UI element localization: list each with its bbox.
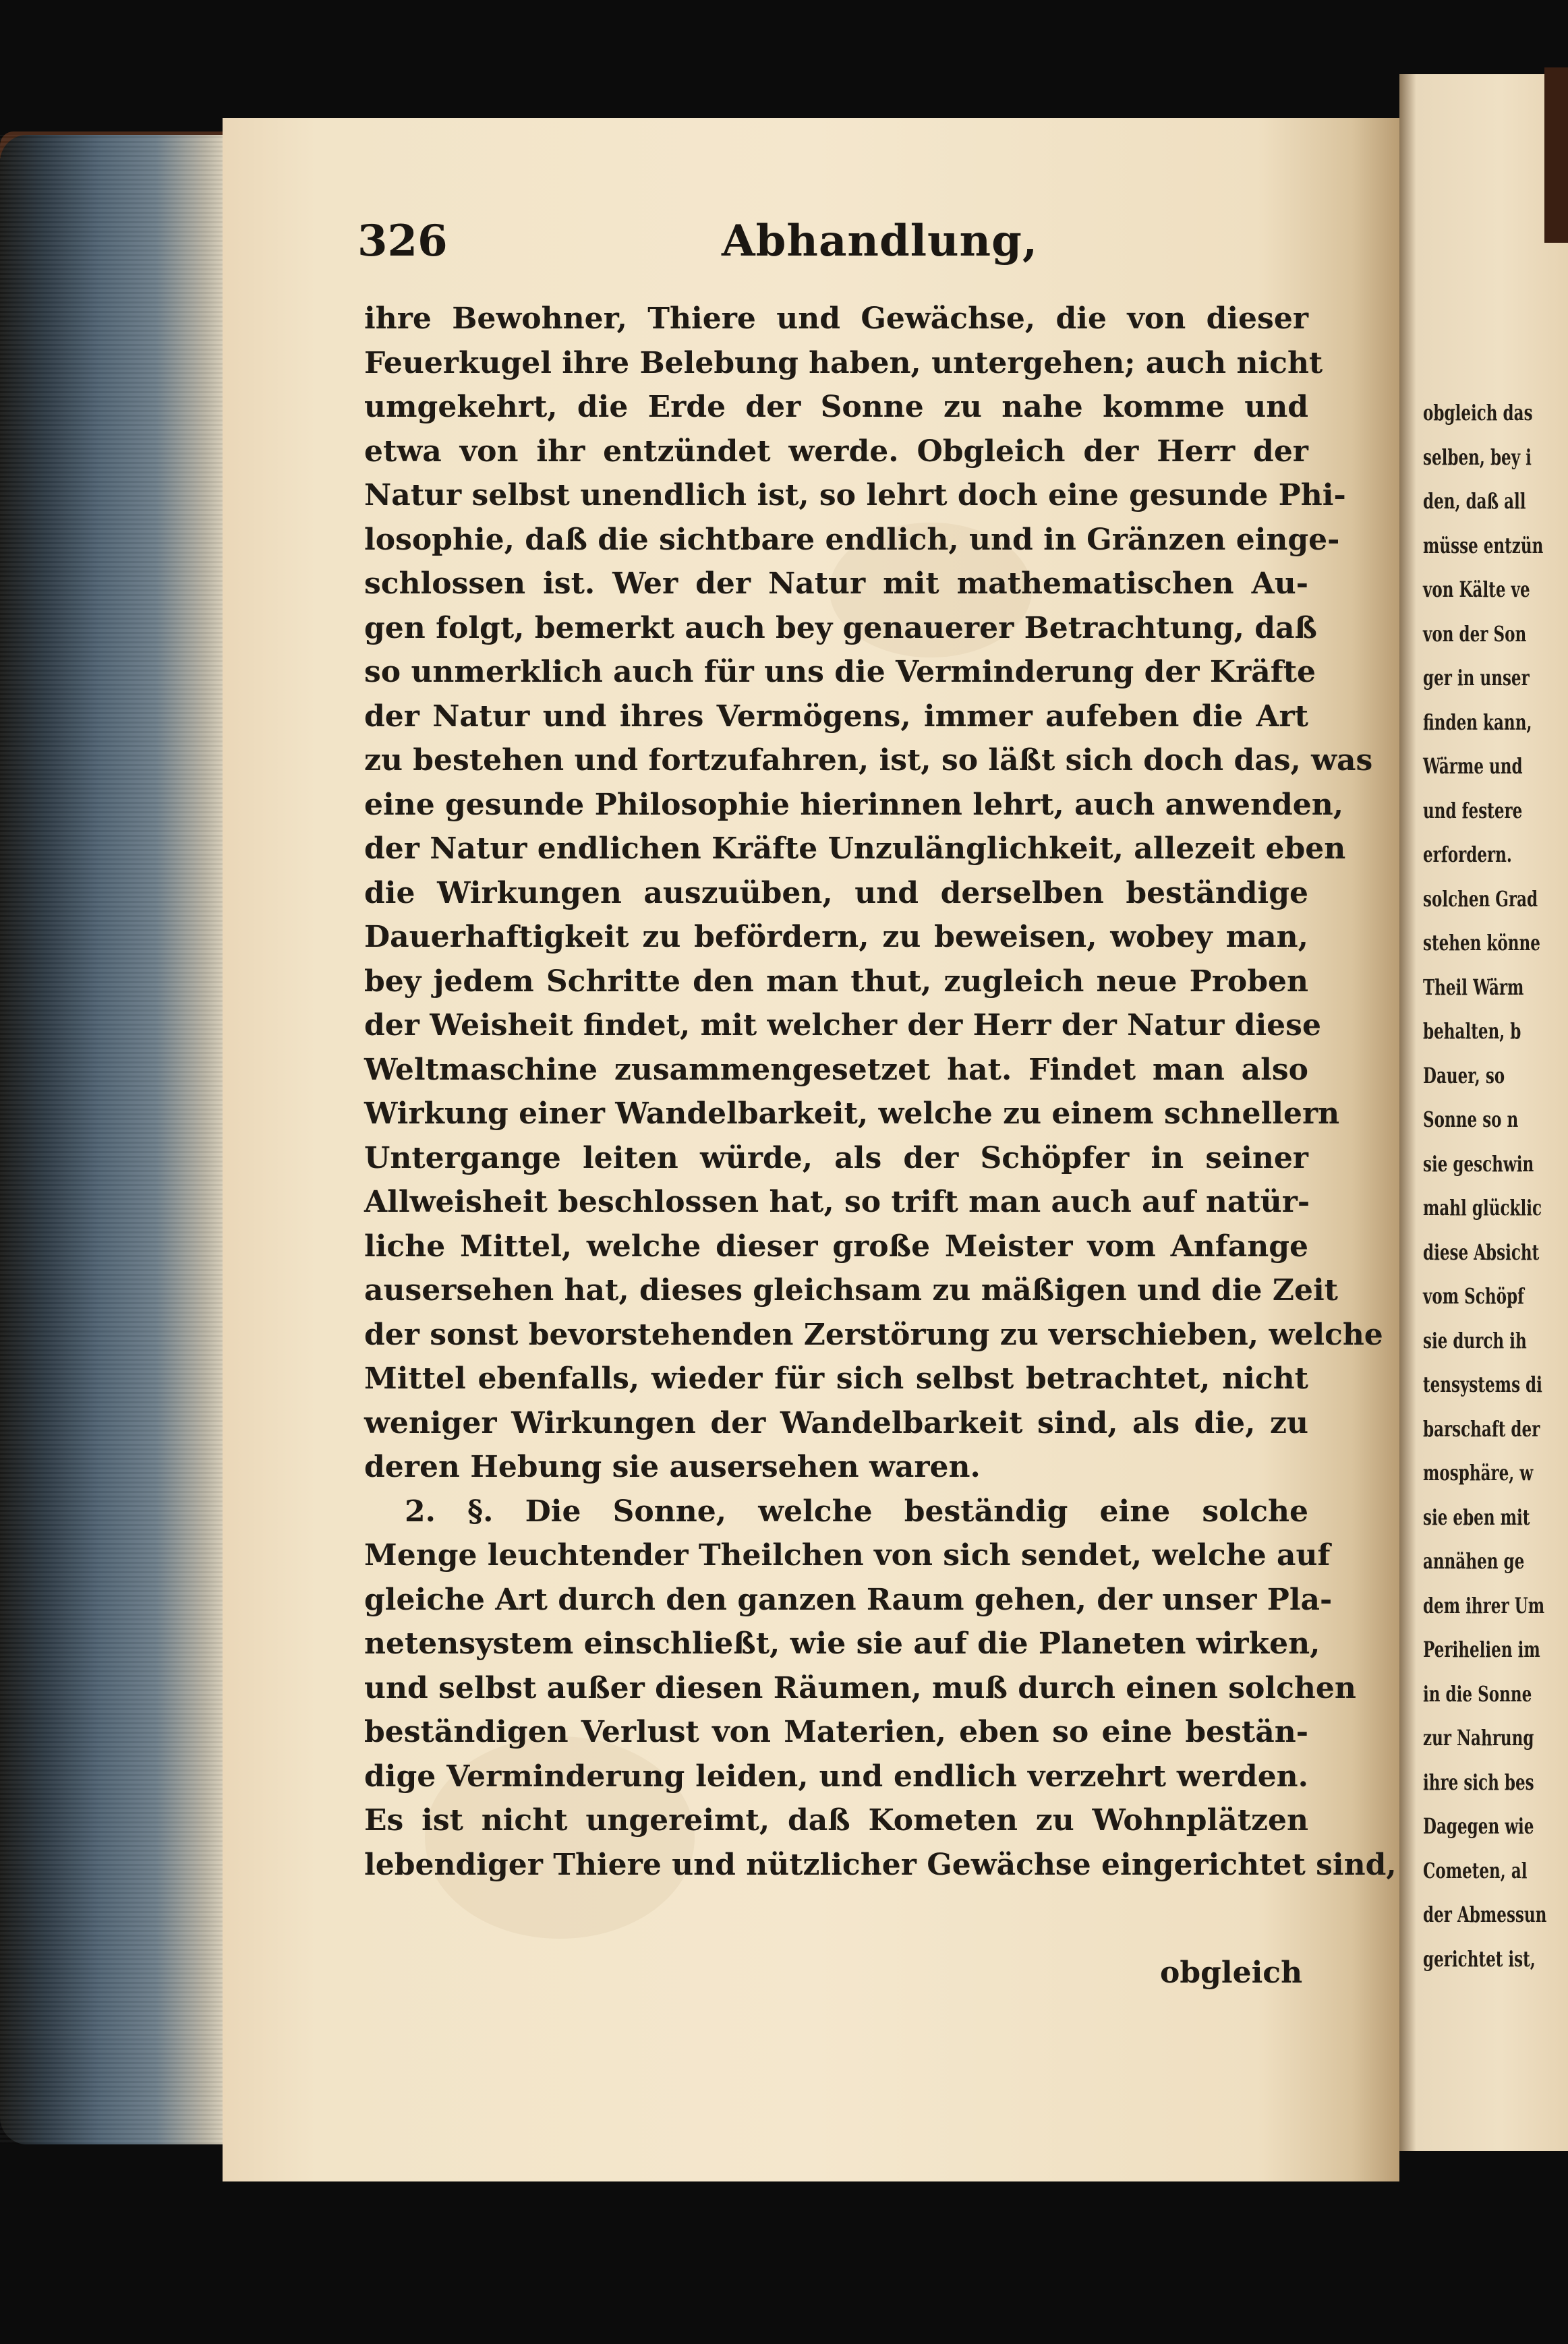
facing-text-line: der Abmessun — [1423, 1902, 1547, 1927]
text-line: und selbst außer diesen Räumen, muß durch einen solchen — [364, 1670, 1356, 1705]
catchword: obgleich — [1160, 1956, 1303, 1990]
text-line: Menge leuchtender Theilchen von sich sendet, welche auf — [364, 1538, 1331, 1573]
text-line: zu bestehen und fortzufahren, ist, so läßt sich doch das, was — [364, 743, 1373, 778]
facing-text-line: von Kälte ve — [1423, 577, 1530, 602]
text-line: gleiche Art durch den ganzen Raum gehen, der unser Pla- — [364, 1582, 1333, 1617]
facing-text-line: finden kann, — [1423, 709, 1532, 735]
text-line: 2. §. Die Sonne, welche beständig eine solche — [405, 1494, 1308, 1529]
facing-text-line: Sonne so n — [1423, 1107, 1519, 1132]
facing-text-line: Dagegen wie — [1423, 1813, 1534, 1839]
facing-text-line: gerichtet ist, — [1423, 1945, 1536, 1972]
text-line: Untergange leiten würde, als der Schöpfer in seiner — [364, 1140, 1308, 1175]
text-line: der Natur und ihres Vermögens, immer aufeben die Art — [364, 699, 1308, 734]
text-line: die Wirkungen auszuüben, und derselben beständige — [364, 875, 1308, 910]
text-line: netensystem einschließt, wie sie auf die Planeten wirken, — [364, 1627, 1320, 1661]
facing-binding — [1544, 67, 1568, 243]
text-line: Mittel ebenfalls, wieder für sich selbst betrachtet, nicht — [364, 1361, 1308, 1396]
body-text — [364, 297, 1397, 1887]
page-number: 326 — [357, 216, 448, 266]
facing-text-line: barschaft der — [1423, 1415, 1540, 1442]
text-line: Wirkung einer Wandelbarkeit, welche zu einem schnellern — [364, 1096, 1340, 1131]
facing-page-text — [1423, 391, 1568, 1981]
facing-text-line: vom Schöpf — [1423, 1283, 1524, 1309]
facing-text-line: sie geschwin — [1423, 1150, 1534, 1177]
text-line: Dauerhaftigkeit zu befördern, zu beweisen, wobey man, — [364, 920, 1308, 954]
text-line: deren Hebung sie ausersehen waren. — [364, 1450, 981, 1484]
facing-text-line: selben, bey i — [1423, 444, 1532, 470]
text-line: der Weisheit findet, mit welcher der Herr der Natur diese — [364, 1008, 1321, 1043]
text-line: so unmerklich auch für uns die Verminderung der Kräfte — [364, 655, 1316, 689]
text-line: ihre Bewohner, Thiere und Gewächse, die von dieser — [364, 301, 1308, 336]
facing-text-line: und festere — [1423, 797, 1523, 823]
facing-text-line: sie durch ih — [1423, 1327, 1527, 1353]
facing-text-line: zur Nahrung — [1423, 1725, 1534, 1751]
running-title: Abhandlung, — [722, 216, 1039, 266]
text-line: losophie, daß die sichtbare endlich, und in Gränzen einge- — [364, 522, 1340, 557]
text-line: eine gesunde Philosophie hierinnen lehrt, auch anwenden, — [364, 787, 1344, 822]
facing-text-line: ihre sich bes — [1423, 1769, 1534, 1795]
facing-text-line: von der Son — [1423, 620, 1527, 647]
facing-text-line: stehen könne — [1423, 930, 1540, 956]
text-line: Weltmaschine zusammengesetzet hat. Findet man also — [364, 1052, 1308, 1087]
text-line: liche Mittel, welche dieser große Meister vom Anfange — [364, 1229, 1308, 1264]
facing-text-line: mahl glücklic — [1423, 1195, 1542, 1221]
facing-text-line: behalten, b — [1423, 1018, 1521, 1044]
facing-page — [1399, 74, 1568, 2151]
page-header — [357, 209, 1302, 283]
facing-text-line: den, daß all — [1423, 488, 1526, 514]
facing-text-line: Wärme und — [1423, 753, 1523, 779]
text-line: umgekehrt, die Erde der Sonne zu nahe komme und — [364, 390, 1308, 424]
facing-text-line: annähen ge — [1423, 1548, 1525, 1574]
book-page-edges — [0, 135, 223, 2144]
facing-text-line: erfordern. — [1423, 842, 1512, 867]
facing-text-line: Theil Wärm — [1423, 974, 1524, 1000]
text-line: lebendiger Thiere und nützlicher Gewächse eingerichtet sind, — [364, 1847, 1397, 1882]
text-line: ausersehen hat, dieses gleichsam zu mäßigen und die Zeit — [364, 1273, 1339, 1308]
facing-text-line: Perihelien im — [1423, 1637, 1540, 1662]
text-line: dige Verminderung leiden, und endlich verzehrt werden. — [364, 1759, 1308, 1794]
text-line: gen folgt, bemerkt auch bey genauerer Betrachtung, daß — [364, 610, 1317, 645]
facing-text-line: müsse entzün — [1423, 532, 1544, 558]
facing-text-line: obgleich das — [1423, 400, 1533, 426]
text-line: Allweisheit beschlossen hat, so trift man auch auf natür- — [364, 1185, 1310, 1219]
text-line: Feuerkugel ihre Belebung haben, untergehen; auch nicht — [364, 345, 1323, 380]
text-line: Es ist nicht ungereimt, daß Kometen zu Wohnplätzen — [364, 1803, 1308, 1838]
facing-text-line: in die Sonne — [1423, 1680, 1532, 1707]
text-line: beständigen Verlust von Materien, eben so eine bestän- — [364, 1715, 1308, 1749]
facing-text-line: Cometen, al — [1423, 1857, 1528, 1883]
facing-text-line: dem ihrer Um — [1423, 1592, 1545, 1618]
text-line: schlossen ist. Wer der Natur mit mathematischen Au- — [364, 566, 1308, 601]
facing-text-line: solchen Grad — [1423, 885, 1538, 912]
text-line: weniger Wirkungen der Wandelbarkeit sind, als die, zu — [364, 1405, 1308, 1440]
text-line: der Natur endlichen Kräfte Unzulänglichkeit, allezeit eben — [364, 831, 1346, 866]
text-line: bey jedem Schritte den man thut, zugleich neue Proben — [364, 964, 1308, 999]
facing-text-line: ger in unser — [1423, 665, 1530, 691]
text-line: der sonst bevorstehenden Zerstörung zu verschieben, welche — [364, 1317, 1383, 1352]
facing-text-line: mosphäre, w — [1423, 1460, 1534, 1486]
facing-text-line: diese Absicht — [1423, 1239, 1540, 1265]
text-line: etwa von ihr entzündet werde. Obgleich der Herr der — [364, 434, 1308, 469]
text-line: Natur selbst unendlich ist, so lehrt doch eine gesunde Phi- — [364, 478, 1346, 512]
facing-text-line: Dauer, so — [1423, 1062, 1505, 1088]
facing-text-line: sie eben mit — [1423, 1504, 1530, 1530]
facing-text-line: tensystems di — [1423, 1372, 1542, 1397]
